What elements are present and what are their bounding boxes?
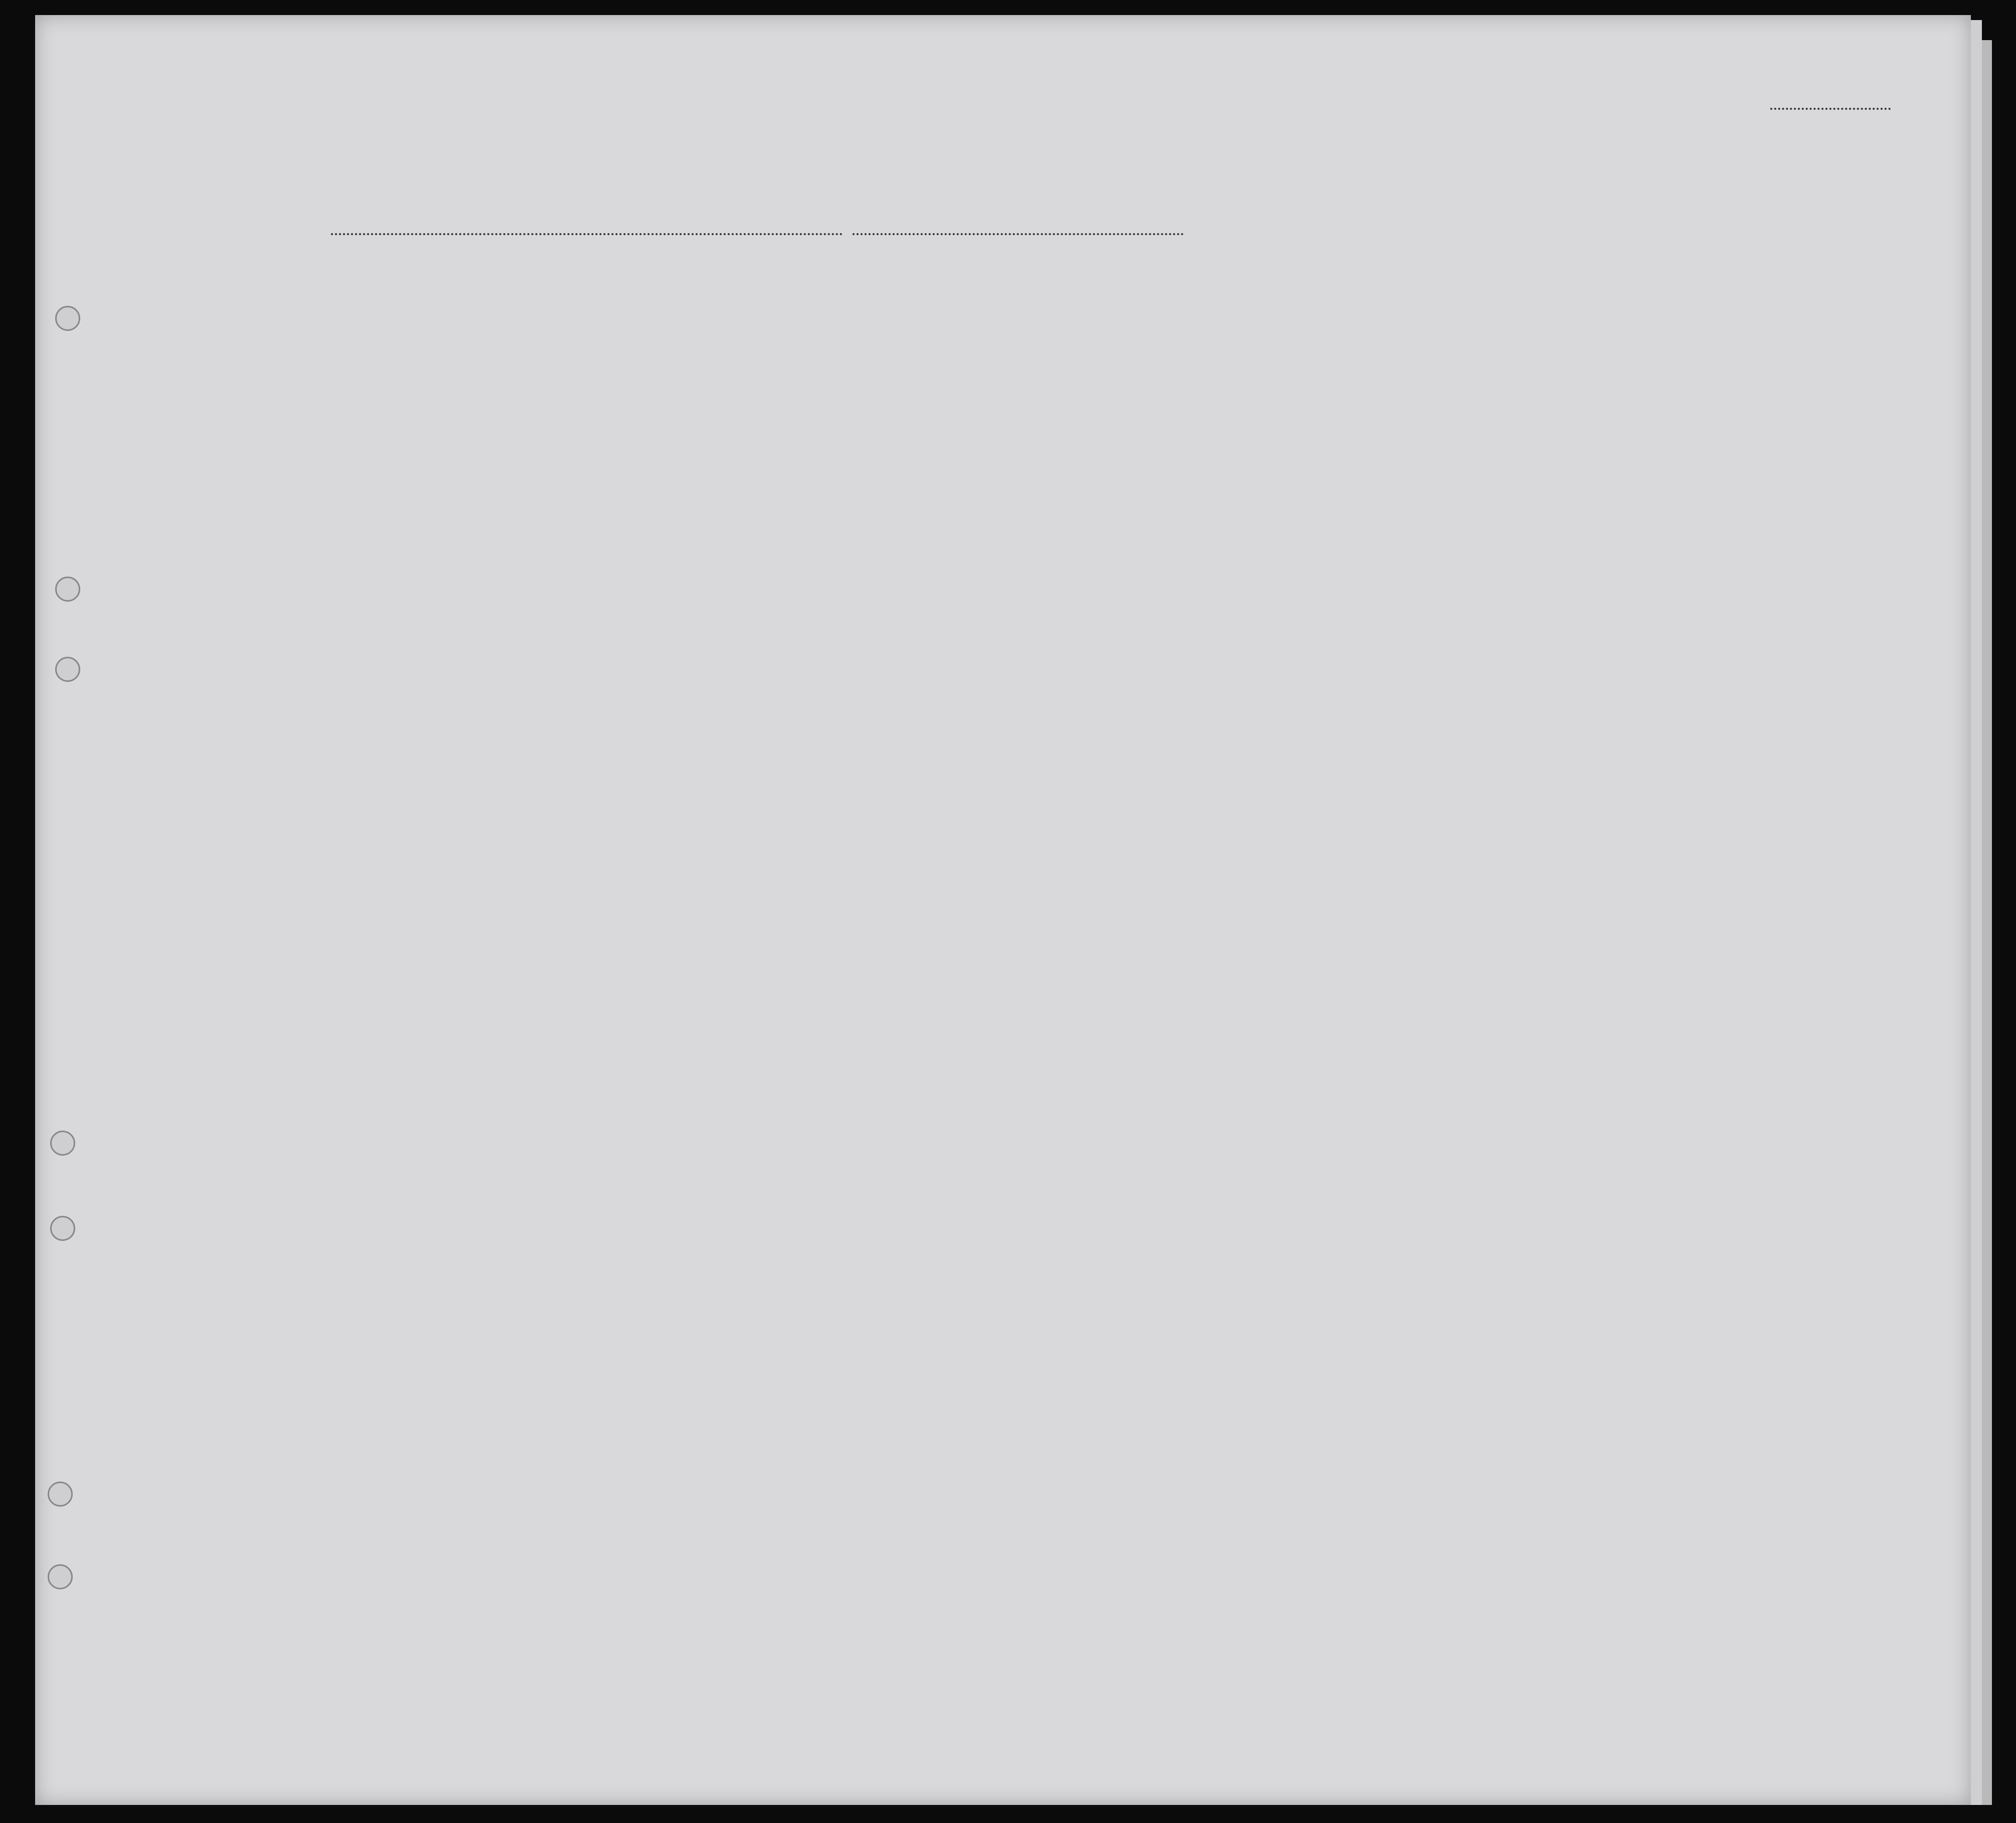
punch-hole — [48, 1564, 73, 1589]
punch-hole — [55, 577, 80, 602]
punch-hole — [55, 306, 80, 331]
punch-hole — [48, 1482, 73, 1507]
punch-hole — [50, 1131, 75, 1156]
punch-hole — [55, 657, 80, 682]
punch-hole — [50, 1216, 75, 1241]
